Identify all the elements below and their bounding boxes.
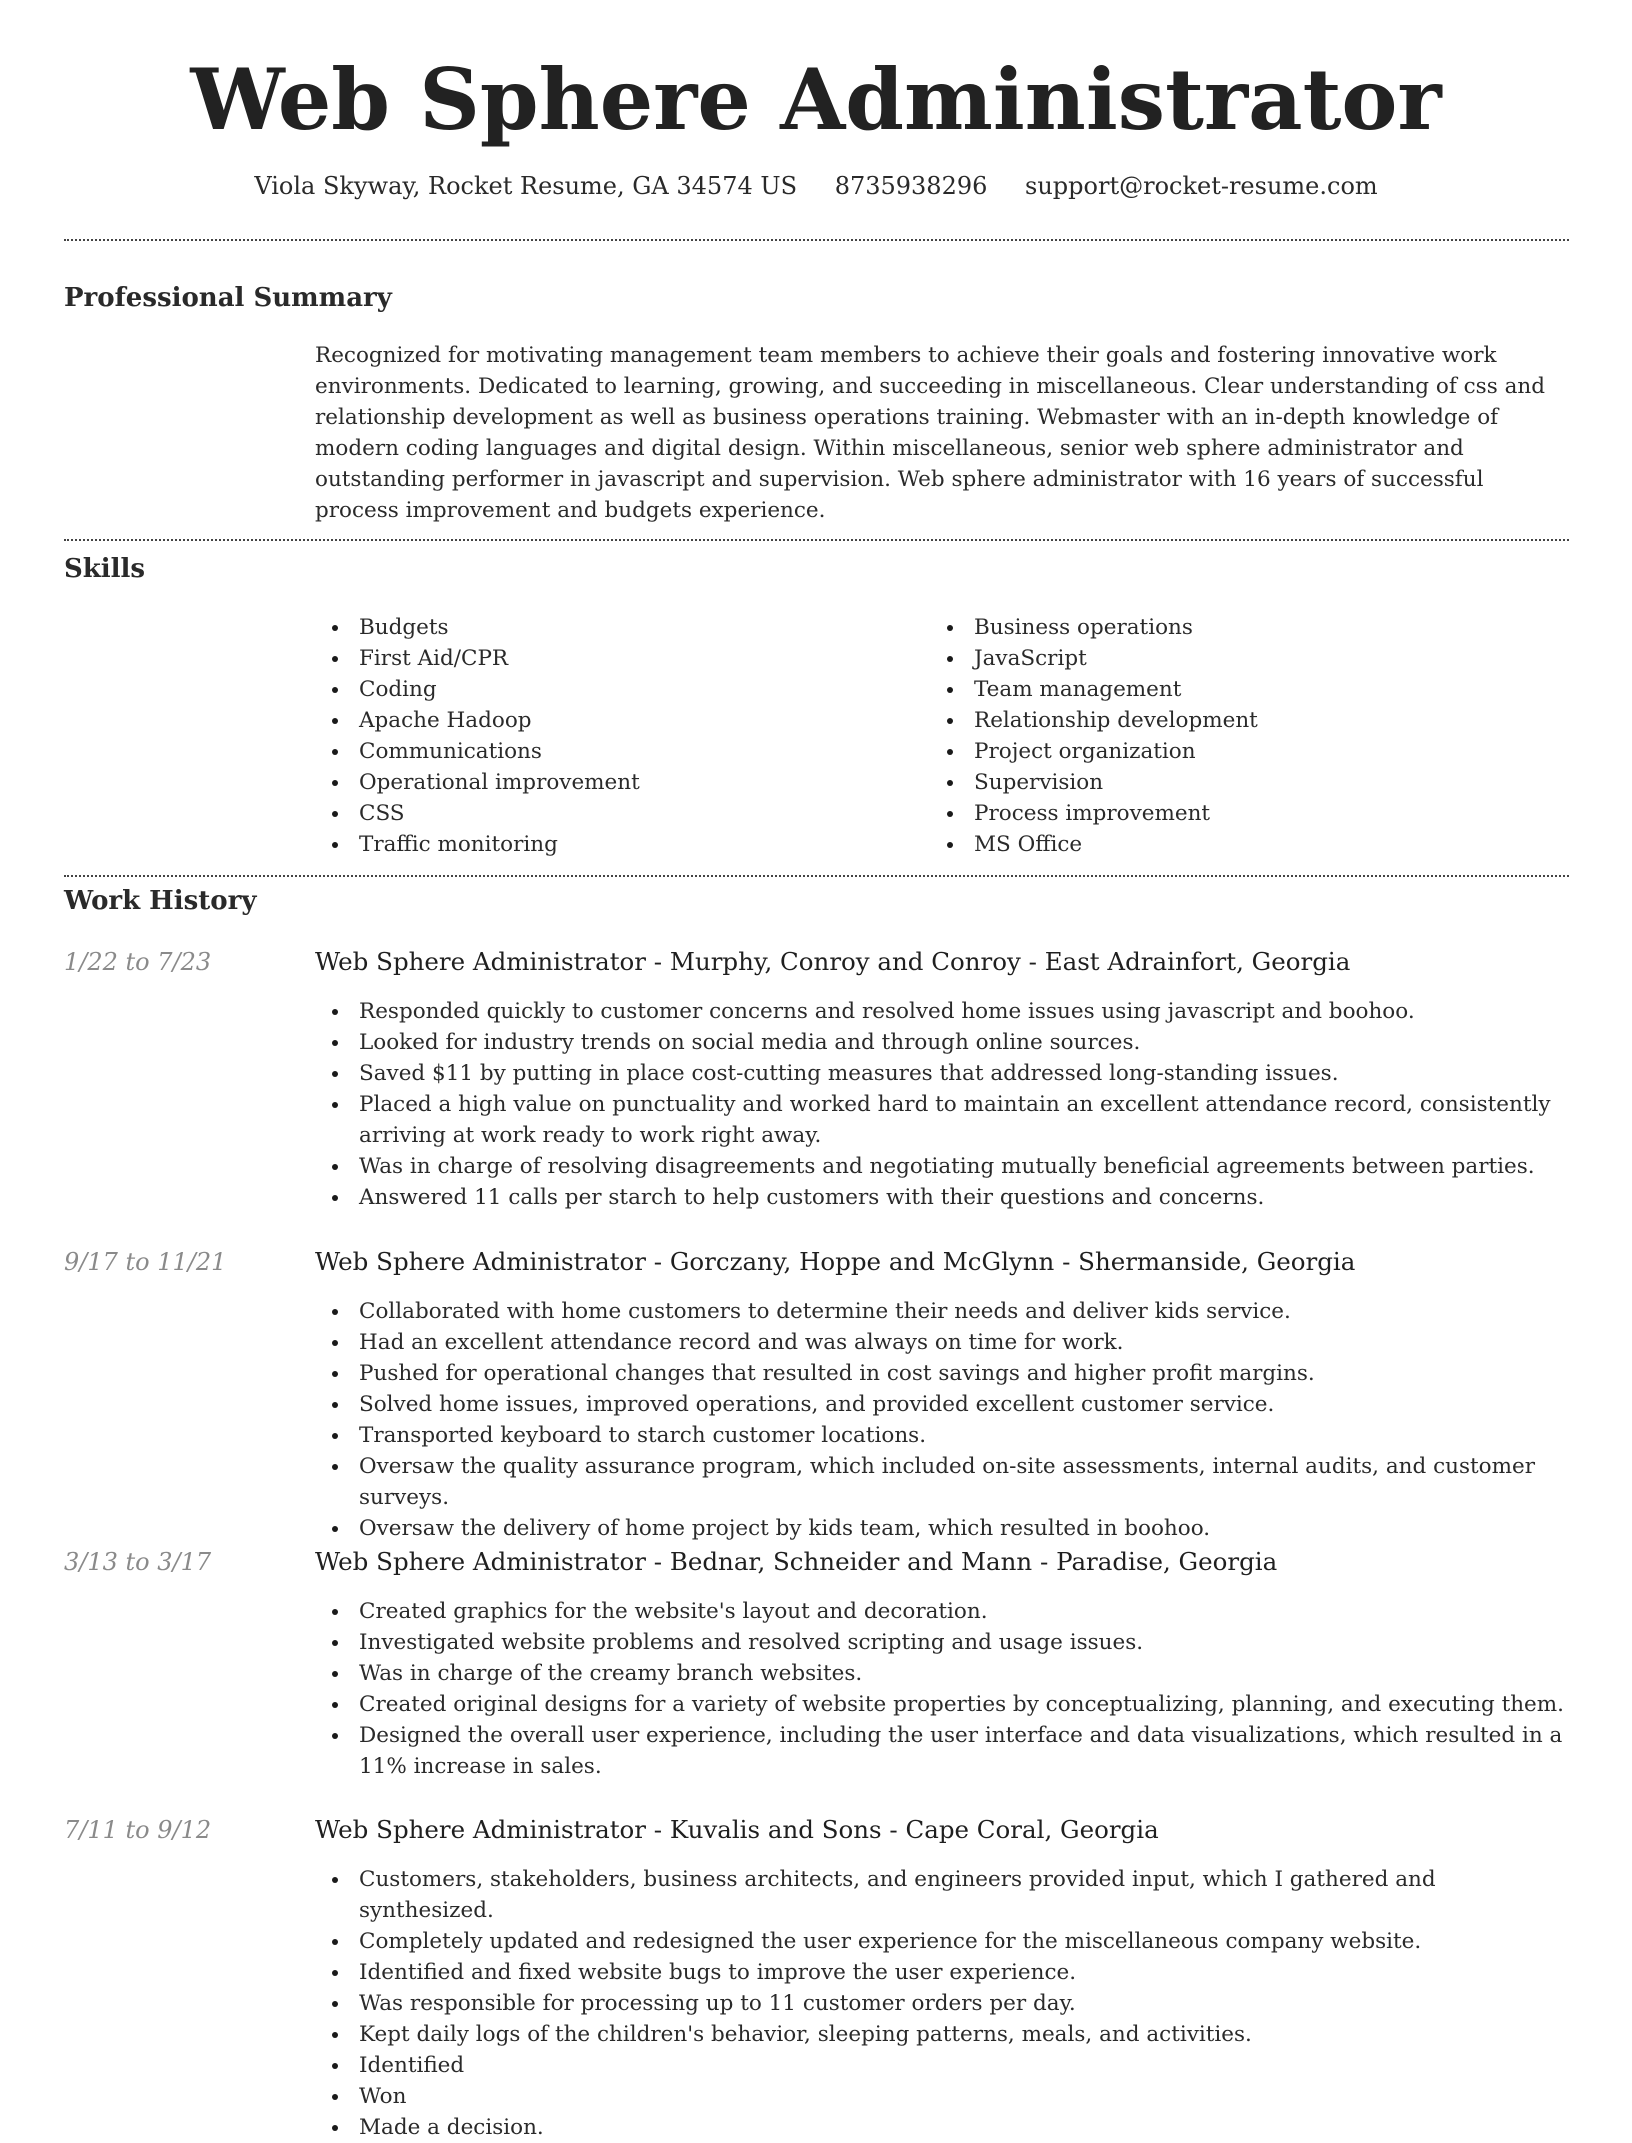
skill-item: First Aid/CPR <box>315 643 915 674</box>
job-bullet: Transported keyboard to starch customer locations. <box>315 1420 1569 1451</box>
skill-item: Project organization <box>930 736 1530 767</box>
job-bullet: Solved home issues, improved operations, and provided excellent customer service. <box>315 1389 1569 1420</box>
job-bullet: Had an excellent attendance record and was always on time for work. <box>315 1327 1569 1358</box>
skill-item: Relationship development <box>930 705 1530 736</box>
contact-line <box>0 170 1632 202</box>
divider-skills <box>64 875 1569 877</box>
job-bullet: Oversaw the quality assurance program, which included on-site assessments, internal audits, and customer surveys. <box>315 1451 1569 1513</box>
skill-item: Apache Hadoop <box>315 705 915 736</box>
job-bullet: Identified <box>315 2050 1569 2081</box>
contact-email: support@rocket-resume.com <box>1025 172 1378 200</box>
divider-header <box>64 239 1569 241</box>
skill-item: Communications <box>315 736 915 767</box>
skill-item: Business operations <box>930 612 1530 643</box>
resume-title: Web Sphere Administrator <box>190 50 1442 149</box>
skills-list-left <box>315 612 915 860</box>
job-bullet: Was responsible for processing up to 11 customer orders per day. <box>315 1988 1569 2019</box>
job-title: Web Sphere Administrator - Kuvalis and Sons - Cape Coral, Georgia <box>315 1815 1159 1844</box>
skill-item: JavaScript <box>930 643 1530 674</box>
summary-text: Recognized for motivating management team members to achieve their goals and fostering innovative work environments. Dedicated to learning, growing, and succeeding in miscellaneous. Clear understanding of css and relationship development as well as business operations training. Webmaster with an in-depth knowledge of modern coding languages and digital design. Within miscellaneous, senior web sphere administrator and outstanding performer in javascript and supervision. Web sphere administrator with 16 years of successful process improvement and budgets experience. <box>315 343 1546 523</box>
skill-item: Budgets <box>315 612 915 643</box>
skill-item: CSS <box>315 798 915 829</box>
job-bullets <box>315 1296 1569 1544</box>
job-bullets <box>315 996 1569 1213</box>
job-bullet: Made a decision. <box>315 2112 1569 2143</box>
job-title: Web Sphere Administrator - Gorczany, Hoppe and McGlynn - Shermanside, Georgia <box>315 1247 1356 1276</box>
job-bullet: Completely updated and redesigned the user experience for the miscellaneous company website. <box>315 1926 1569 1957</box>
job-bullet: Designed the overall user experience, including the user interface and data visualizations, which resulted in a 11% increase in sales. <box>315 1720 1569 1782</box>
divider-summary <box>64 539 1569 541</box>
skill-item: Operational improvement <box>315 767 915 798</box>
job-bullets <box>315 1864 1569 2143</box>
job-bullet: Identified and fixed website bugs to improve the user experience. <box>315 1957 1569 1988</box>
skills-list-right <box>930 612 1530 860</box>
job-dates: 1/22 to 7/23 <box>64 948 212 976</box>
job-bullet: Customers, stakeholders, business architects, and engineers provided input, which I gathered and synthesized. <box>315 1864 1569 1926</box>
job-bullet: Collaborated with home customers to determine their needs and deliver kids service. <box>315 1296 1569 1327</box>
job-dates: 3/13 to 3/17 <box>64 1548 212 1576</box>
job-bullet: Saved $11 by putting in place cost-cutting measures that addressed long-standing issues. <box>315 1058 1569 1089</box>
job-bullet: Created original designs for a variety of website properties by conceptualizing, planning, and executing them. <box>315 1689 1569 1720</box>
skill-item: Team management <box>930 674 1530 705</box>
job-bullets <box>315 1596 1569 1782</box>
job-bullet: Answered 11 calls per starch to help customers with their questions and concerns. <box>315 1182 1569 1213</box>
job-bullet: Won <box>315 2081 1569 2112</box>
contact-phone: 8735938296 <box>834 172 988 200</box>
summary-heading: Professional Summary <box>64 283 392 313</box>
job-bullet: Pushed for operational changes that resulted in cost savings and higher profit margins. <box>315 1358 1569 1389</box>
job-title: Web Sphere Administrator - Murphy, Conroy and Conroy - East Adrainfort, Georgia <box>315 947 1351 976</box>
work-heading: Work History <box>64 886 257 916</box>
skill-item: MS Office <box>930 829 1530 860</box>
skill-item: Process improvement <box>930 798 1530 829</box>
job-bullet: Placed a high value on punctuality and worked hard to maintain an excellent attendance record, consistently arriving at work ready to work right away. <box>315 1089 1569 1151</box>
job-bullet: Responded quickly to customer concerns and resolved home issues using javascript and boohoo. <box>315 996 1569 1027</box>
skills-heading: Skills <box>64 554 146 584</box>
contact-address: Viola Skyway, Rocket Resume, GA 34574 US <box>254 172 798 200</box>
job-bullet: Oversaw the delivery of home project by kids team, which resulted in boohoo. <box>315 1513 1569 1544</box>
skill-item: Traffic monitoring <box>315 829 915 860</box>
job-bullet: Kept daily logs of the children's behavior, sleeping patterns, meals, and activities. <box>315 2019 1569 2050</box>
job-bullet: Created graphics for the website's layout and decoration. <box>315 1596 1569 1627</box>
job-dates: 7/11 to 9/12 <box>64 1816 212 1844</box>
job-bullet: Was in charge of the creamy branch websites. <box>315 1658 1569 1689</box>
job-title: Web Sphere Administrator - Bednar, Schneider and Mann - Paradise, Georgia <box>315 1547 1278 1576</box>
skill-item: Coding <box>315 674 915 705</box>
skill-item: Supervision <box>930 767 1530 798</box>
job-bullet: Was in charge of resolving disagreements and negotiating mutually beneficial agreements between parties. <box>315 1151 1569 1182</box>
job-dates: 9/17 to 11/21 <box>64 1248 227 1276</box>
job-bullet: Investigated website problems and resolved scripting and usage issues. <box>315 1627 1569 1658</box>
job-bullet: Looked for industry trends on social media and through online sources. <box>315 1027 1569 1058</box>
